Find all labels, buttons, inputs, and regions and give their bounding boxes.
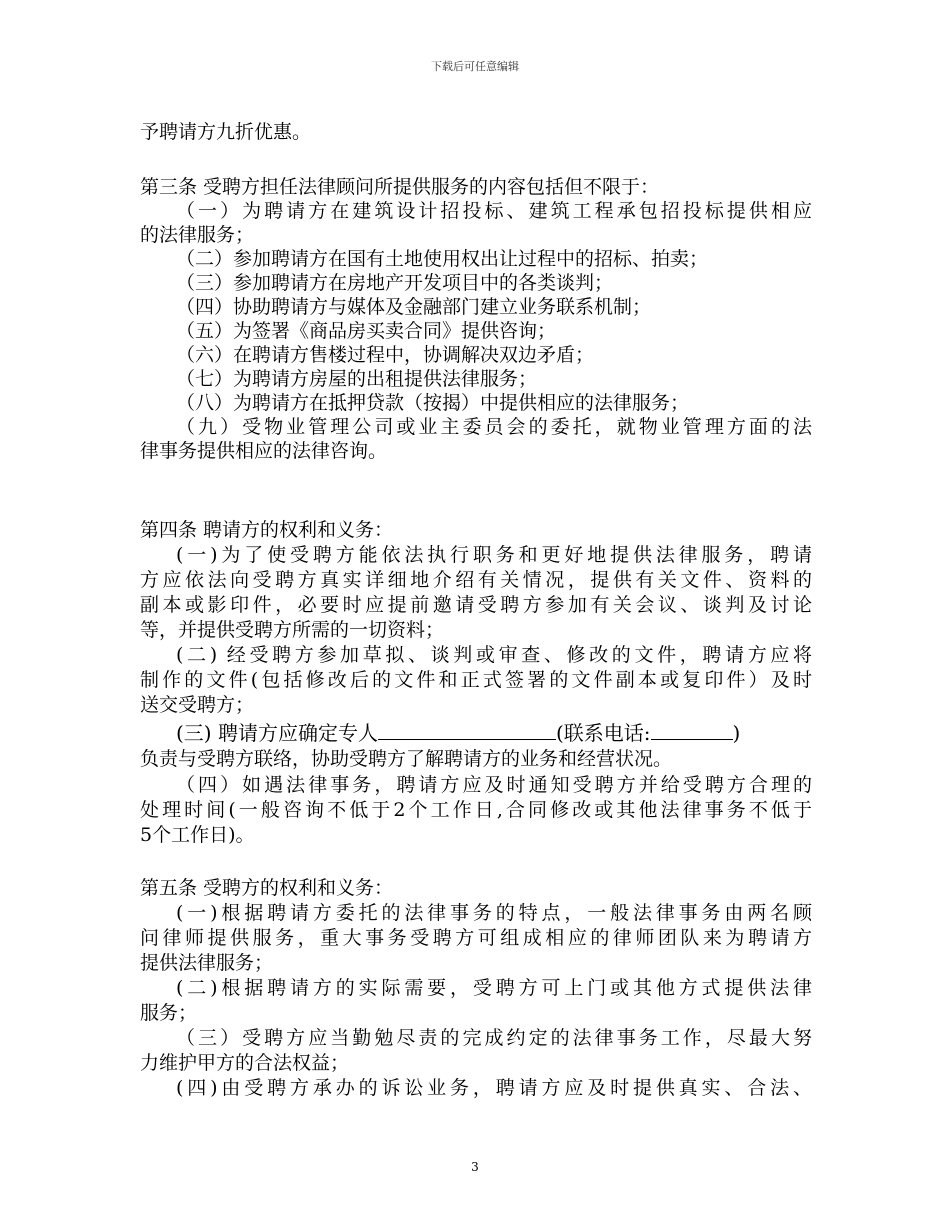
page-number: 3 — [471, 1160, 479, 1174]
text-line: (一)为了使受聘方能依法执行职务和更好地提供法律服务，聘请 — [176, 544, 812, 566]
text-line: （七）为聘请方房屋的出租提供法律服务； — [176, 368, 538, 390]
article-4-heading: 第四条 聘请方的权利和义务： — [140, 519, 394, 541]
text-line: (一)根据聘请方委托的法律事务的特点，一般法律事务由两名顾 — [176, 902, 812, 924]
text-fragment: ) — [732, 721, 741, 745]
text-fragment: (三) 聘请方应确定专人 — [176, 721, 378, 745]
text-line: 律事务提供相应的法律咨询。 — [140, 440, 388, 462]
text-line: 服务； — [140, 1002, 198, 1024]
text-fragment: (联系电话: — [555, 721, 651, 745]
contact-person-blank — [378, 721, 556, 740]
text-line: 方应依法向受聘方真实详细地介绍有关情况，提供有关文件、资料的 — [140, 569, 812, 591]
article-3-heading: 第三条 受聘方担任法律顾问所提供服务的内容包括但不限于： — [140, 176, 660, 198]
article-5-heading: 第五条 受聘方的权利和义务： — [140, 877, 394, 899]
text-line: 力维护甲方的合法权益； — [140, 1052, 350, 1074]
text-line: （二）参加聘请方在国有土地使用权出让过程中的招标、拍卖； — [176, 248, 709, 270]
text-line: 制作的文件(包括修改后的文件和正式签署的文件副本或复印件）及时 — [140, 669, 812, 691]
text-line: (二) 经受聘方参加草拟、谈判或审查、修改的文件，聘请方应将 — [176, 644, 812, 666]
text-line: （八）为聘请方在抵押贷款（按揭）中提供相应的法律服务； — [176, 392, 690, 414]
text-line: (四)由受聘方承办的诉讼业务，聘请方应及时提供真实、合法、 — [176, 1077, 812, 1099]
text-line: 处理时间(一般咨询不低于2个工作日,合同修改或其他法律事务不低于 — [140, 799, 812, 821]
text-line: （六）在聘请方售楼过程中，协调解决双边矛盾； — [176, 344, 595, 366]
text-line: （一）为聘请方在建筑设计招投标、建筑工程承包招投标提供相应 — [176, 200, 812, 222]
text-line: 送交受聘方； — [140, 694, 255, 716]
text-line: 负责与受聘方联络，协助受聘方了解聘请方的业务和经营状况。 — [140, 748, 673, 770]
text-line: （四）如遇法律事务，聘请方应及时通知受聘方并给受聘方合理的 — [176, 774, 812, 796]
text-line: （九）受物业管理公司或业主委员会的委托，就物业管理方面的法 — [176, 416, 812, 438]
text-line: 副本或影印件，必要时应提前邀请受聘方参加有关会议、谈判及讨论 — [140, 594, 812, 616]
page-header: 下载后可任意编辑 — [431, 60, 519, 73]
text-line: 予聘请方九折优惠。 — [140, 121, 312, 143]
text-line: 提供法律服务； — [140, 952, 274, 974]
contact-person-line — [176, 720, 812, 746]
text-line: 的法律服务； — [140, 224, 255, 246]
text-line: （五）为签署《商品房买卖合同》提供咨询； — [176, 320, 557, 342]
text-line: （三）参加聘请方在房地产开发项目中的各类谈判； — [176, 272, 614, 294]
text-line: 问律师提供服务，重大事务受聘方可组成相应的律师团队来为聘请方 — [140, 927, 812, 949]
text-line: (二)根据聘请方的实际需要，受聘方可上门或其他方式提供法律 — [176, 977, 812, 999]
contact-phone-blank — [651, 721, 733, 740]
text-line: （四）协助聘请方与媒体及金融部门建立业务联系机制； — [176, 296, 652, 318]
text-line: 5个工作日)。 — [140, 824, 255, 846]
text-line: （三）受聘方应当勤勉尽责的完成约定的法律事务工作，尽最大努 — [176, 1027, 812, 1049]
text-line: 等，并提供受聘方所需的一切资料； — [140, 619, 445, 641]
